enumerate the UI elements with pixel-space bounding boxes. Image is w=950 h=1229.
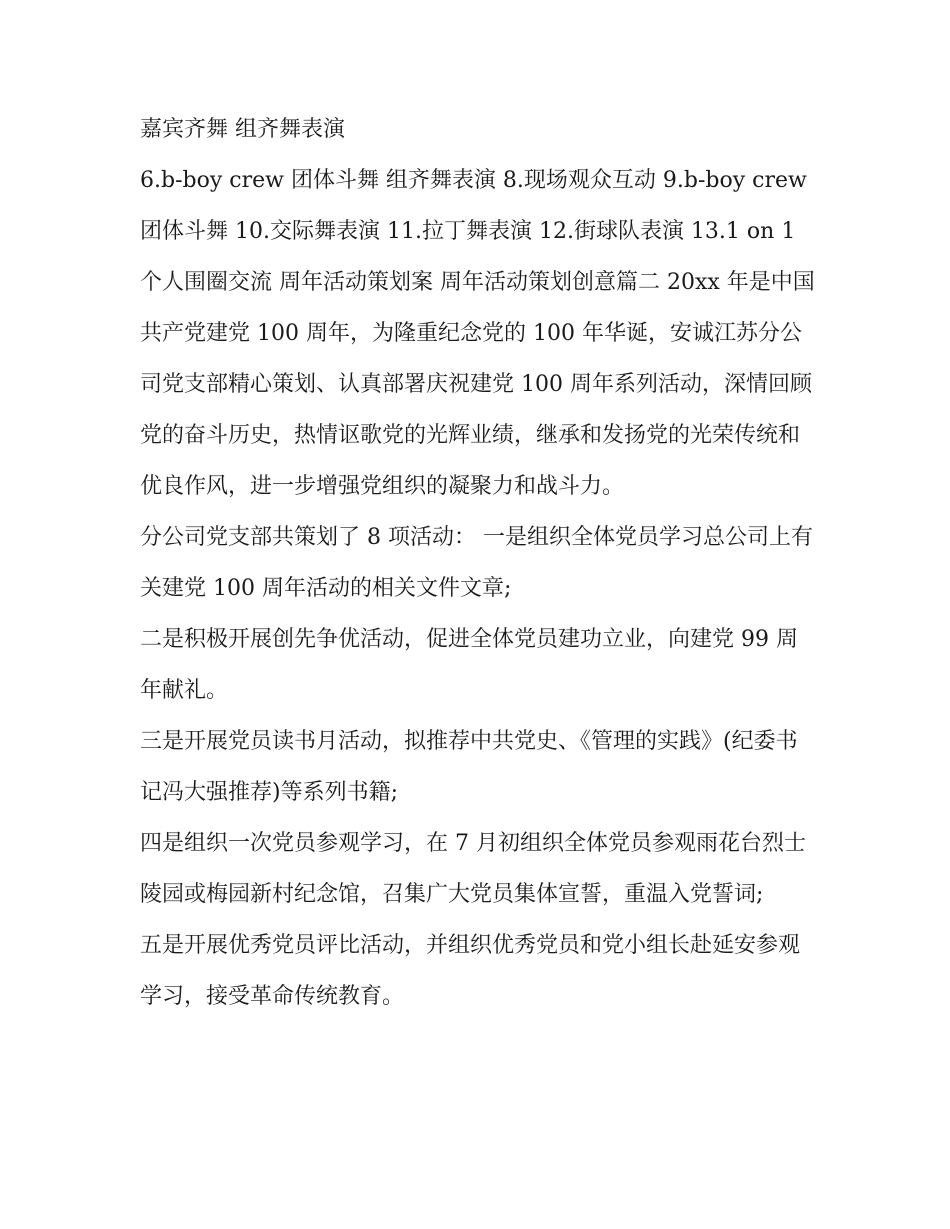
paragraph-performance-title: 嘉宾齐舞 组齐舞表演 xyxy=(140,117,345,142)
paragraph-activity-two: 二是积极开展创先争优活动，促进全体党员建功立业，向建党 99 周年献礼。 xyxy=(140,627,798,703)
document-body xyxy=(140,104,815,1022)
paragraph-activity-three: 三是开展党员读书月活动，拟推荐中共党史、《管理的实践》(纪委书记冯大强推荐)等系列书籍; xyxy=(140,729,798,805)
paragraph-activity-five: 五是开展优秀党员评比活动，并组织优秀党员和党小组长赴延安参观学习，接受革命传统教育。 xyxy=(140,933,801,1009)
paragraph-activity-four: 四是组织一次党员参观学习，在 7 月初组织全体党员参观雨花台烈士陵园或梅园新村纪念馆，召集广大党员集体宣誓，重温入党誓词; xyxy=(140,831,806,907)
paragraph-program-and-anniversary: 6.b-boy crew 团体斗舞 组齐舞表演 8.现场观众互动 9.b-boy crew 团体斗舞 10.交际舞表演 11.拉丁舞表演 12.街球队表演 13.1 on 1 个人围圈交流 周年活动策划案 周年活动策划创意篇二 20xx 年是中国共产党建党 100 周年，为隆重纪念党的 100 年华诞，安诚江苏分公司党支部精心策划、认真部署庆祝建党 100 周年系列活动，深情回顾党的奋斗历史，热情讴歌党的光辉业绩，继承和发扬党的光荣传统和优良作风，进一步增强党组织的凝聚力和战斗力。 xyxy=(140,168,815,499)
paragraph-eight-activities: 分公司党支部共策划了 8 项活动： 一是组织全体党员学习总公司上有关建党 100 周年活动的相关文件文章; xyxy=(140,525,813,601)
